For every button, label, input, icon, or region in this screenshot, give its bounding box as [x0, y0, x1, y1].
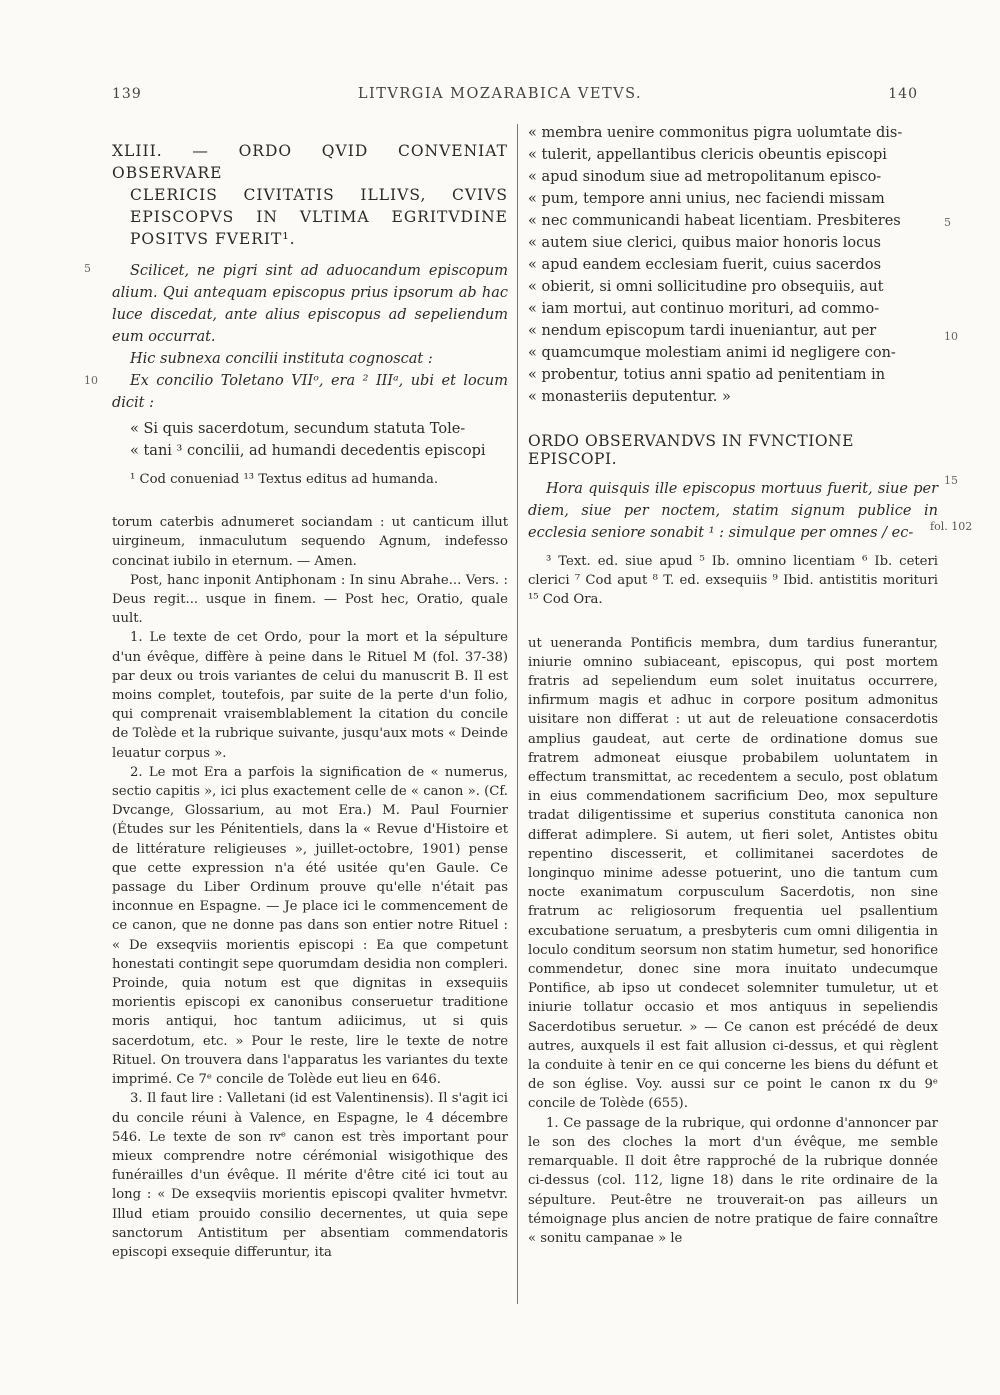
- footnote-3: 3. Il faut lire : Valletani (id est Valentinensis). Il s'agit ici du concile réuni à Valence, en Espagne, le 4 décembre 546. Le texte de son ɪᴠᵉ canon est très important pour mieux comprendre notre cérémonial wisigothique des funérailles d'un évêque. Il mérite d'être cité ici tout au long : « De exseqviis morientis episcopi qvaliter hvmetvr. Illud etiam prouido consilio decernentes, ut quia sepe sanctorum Antistitum per absentiam commendatoris episcopi exsequie differuntur, ita: [112, 1091, 508, 1260]
- page-number-right: 140: [888, 86, 918, 102]
- running-title: LITVRGIA MOZARABICA VETVS.: [357, 86, 643, 102]
- quote-line: « nec communicandi habeat licentiam. Presbiteres: [528, 213, 901, 229]
- quote-line: « quamcumque molestiam animi id negligere con-: [528, 345, 896, 361]
- quote-line: « tulerit, appellantibus clericis obeuntis episcopi: [528, 147, 887, 163]
- quote-line: « tani ³ concilii, ad humandi decedentis episcopi: [130, 443, 486, 459]
- critical-apparatus: ¹ Cod conueniad ¹³ Textus editus ad humanda.: [130, 472, 439, 487]
- quote-line: « membra uenire commonitus pigra uolumtate dis-: [528, 125, 903, 141]
- quote-line: « obierit, si omni sollicitudine pro obsequiis, aut: [528, 279, 884, 295]
- quote-line: « iam mortui, aut continuo morituri, ad commo-: [528, 301, 880, 317]
- rubric: Hora quisquis ille episcopus mortuus fuerit, siue per diem, siue per noctem, statim signum publice in ecclesia seniore sonabit ¹ : simulque per omnes / ec-: [528, 481, 938, 541]
- column-divider: [517, 124, 518, 1304]
- footnote-2: 2. Le mot Era a parfois la signification de « numerus, sectio capitis », ici plus exactement celle de « canon ». (Cf. Dvcange, Glossarium, au mot Era.) M. Paul Fournier (Études sur les Pénitentiels, dans la « Revue d'Histoire et de littérature religieuses », juillet-octobre, 1901) pense que cette expression n'a été usitée qu'en Gaule. Ce passage du Liber Ordinum prouve qu'elle n'était pas inconnue en Espagne. — Je place ici le commencement de ce canon, que ne donne pas dans son entier notre Rituel : « De exseqviis morientis episcopi : Ea que competunt honestati contingit sepe quorumdam desidia non compleri. Proinde, quia notum est que dignitas in exsequiis morientis episcopi ex canonibus conseruetur traditione moris antiqui, hoc tantum adiicimus, ut si quis sacerdotum, etc. » Pour le reste, lire le texte de notre Rituel. On trouvera dans l'apparatus les variantes du texte imprimé. Ce 7ᵉ concile de Tolède eut lieu en 646.: [112, 764, 508, 1088]
- quote-line: « monasteriis deputentur. »: [528, 389, 731, 405]
- footnote-1: 1. Le texte de cet Ordo, pour la mort et la sépulture d'un évêque, diffère à peine dans le Rituel M (fol. 37-38) par deux ou trois variantes de celui du manuscrit B. Il est moins complet, toutefois, par suite de la perte d'un folio, qui comprenait vraisemblablement la citation du concile de Tolède et la rubrique suivante, jusqu'aux mots « Deinde leuatur corpus ».: [112, 630, 508, 761]
- right-column: [528, 122, 938, 1248]
- line-number: 5: [944, 216, 951, 229]
- folio-marker: fol. 102: [930, 520, 973, 533]
- line-number: 10: [944, 330, 958, 343]
- quote-line: « probentur, totius anni spatio ad penitentiam in: [528, 367, 886, 383]
- footnote-1: 1. Ce passage de la rubrique, qui ordonne d'annoncer par le son des cloches la mort d'un évêque, me semble remarquable. Il doit être rapproché de la rubrique donnée ci-dessus (col. 112, ligne 18) dans le rite ordinaire de la sépulture. Peut-être ne trouverait-on pas ailleurs un témoignage plus ancien de notre pratique de faire connaître « sonitu campanae » le: [528, 1115, 938, 1246]
- quote-line: « apud eandem ecclesiam fuerit, cuius sacerdos: [528, 257, 882, 273]
- continuation-text: torum caterbis adnumeret sociandam : ut canticum illut uirgineum, inmaculutum sequendo Agnum, indefesso concinat iubilo in eternum. — Amen.: [112, 515, 508, 569]
- canon-quote-continued: [528, 122, 938, 408]
- quote-line: « nendum episcopum tardi inueniantur, aut per: [528, 323, 877, 339]
- line-number: 10: [84, 374, 98, 387]
- line-number: 15: [944, 474, 958, 487]
- quote-line: « autem siue clerici, quibus maior honoris locus: [528, 235, 881, 251]
- section-title: [112, 140, 508, 250]
- quote-line: « Si quis sacerdotum, secundum statuta Tole-: [130, 421, 466, 437]
- critical-apparatus: ³ Text. ed. siue apud ⁵ Ib. omnino licentiam ⁶ Ib. ceteri clerici ⁷ Cod aput ⁸ T. ed. exsequiis ⁹ Ibid. antistitis morituri ¹⁵ Cod Ora.: [528, 554, 938, 608]
- rubric: Scilicet, ne pigri sint ad aduocandum episcopum alium. Qui antequam episcopus prius ipsorum ab hac luce discedat, ante alius episcopus ad sepeliendum eum occurrat.: [112, 263, 508, 345]
- section-title-rest: CLERICIS CIVITATIS ILLIVS, CVIVS EPISCOPVS IN VLTIMA EGRITVDINE POSITVS FVERIT¹.: [130, 186, 508, 248]
- section-title-first: XLIII. — ORDO QVID CONVENIAT OBSERVARE: [112, 142, 508, 182]
- canon-quote: [112, 418, 508, 462]
- line-number: 5: [84, 262, 91, 275]
- page-number-left: 139: [112, 86, 142, 102]
- quote-line: « pum, tempore anni unius, nec faciendi missam: [528, 191, 885, 207]
- quote-line: « apud sinodum siue ad metropolitanum episco-: [528, 169, 882, 185]
- continuation-text: ut ueneranda Pontificis membra, dum tardius funerantur, iniurie omnino subiaceant, episcopus, qui post mortem fratris ad sepeliendum eum solet inuitatus occurrere, infirmum magis et adhuc in corpore positum admonitus uisitare non differat : ut aut de releuatione consacerdotis amplius gaudeat, aut certe de ordinatione domus sue fratrem admoneat eiusque probabilem uoluntatem in effectum transmittat, ac recedentem a seculo, post oblatum in eius commendationem sacrificium Deo, mox sepulture tradat diligentissime et superius constituta canonica non differat adimplere. Si autem, ut fieri solet, Antistes obitu repentino discesserit, et collimitanei sacerdotes de longinquo minime adesse potuerint, uno die tantum cum nocte exanimatum corpusculum Sacerdotis, non sine fratrum ac religiosorum frequentia uel psallentium excubatione seruatum, a presbyteris cum omni diligentia in loculo conditum seorsum non statim humetur, sed honorifice commendetur, donec sine mora inuitato undecumque Pontifice, ab ipso ut condecet solemniter tumuletur, ut et iniurie tollatur occasio et mos antiquus in sepeliendis Sacerdotibus seruetur. » — Ce canon est précédé de deux autres, auxquels il est fait allusion ci-dessus, et qui règlent la conduite à tenir en ce qui concerne les biens du défunt et de son église. Voy. aussi sur ce point le canon ɪx du 9ᵉ concile de Tolède (655).: [528, 635, 938, 1112]
- section-title-2: ORDO OBSERVANDVS IN FVNCTIONE EPISCOPI.: [528, 432, 854, 468]
- rubric: Hic subnexa concilii instituta cognoscat :: [130, 351, 433, 367]
- rubric: Ex concilio Toletano VIIᵒ, era ² IIIᵃ, ubi et locum dicit :: [112, 373, 508, 411]
- rubric-post: Post, hanc inponit Antiphonam : In sinu Abrahe... Vers. : Deus regit... usque in finem. — Post hec, Oratio, quale uult.: [112, 572, 508, 627]
- left-column: [112, 122, 508, 1262]
